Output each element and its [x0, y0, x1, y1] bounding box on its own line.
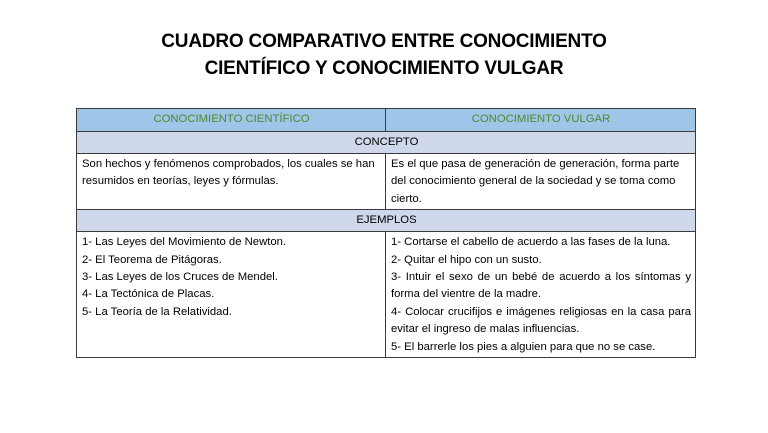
list-item: 5- La Teoría de la Relatividad.	[82, 305, 232, 318]
section-row-ejemplos	[77, 210, 696, 232]
list-item: 1- Cortarse el cabello de acuerdo a las fases de la luna.	[391, 236, 671, 249]
list-item: 2- Quitar el hipo con un susto.	[391, 253, 542, 266]
header-vulgar: CONOCIMIENTO VULGAR	[386, 109, 696, 132]
header-row	[77, 109, 696, 132]
section-label-concepto: CONCEPTO	[77, 132, 696, 154]
list-item: 4- Colocar crucifijos e imágenes religiosas en la casa para evitar el ingreso de malas influencias.	[391, 305, 691, 336]
title-line-1: CUADRO COMPARATIVO ENTRE CONOCIMIENTO	[161, 31, 607, 52]
list-item: 2- El Teorema de Pitágoras.	[82, 253, 222, 266]
section-row-concepto	[77, 132, 696, 154]
list-item: 5- El barrerle los pies a alguien para que no se case.	[391, 340, 656, 353]
comparison-table	[76, 108, 696, 358]
header-cientifico: CONOCIMIENTO CIENTÍFICO	[77, 109, 386, 132]
list-item: 3- Las Leyes de los Cruces de Mendel.	[82, 271, 278, 284]
title-line-2: CIENTÍFICO Y CONOCIMIENTO VULGAR	[204, 58, 564, 79]
list-item: 3- Intuir el sexo de un bebé de acuerdo a los síntomas y forma del vientre de la madre.	[391, 271, 691, 301]
cell-concepto-cientifico: Son hechos y fenómenos comprobados, los cuales se han resumidos en teorías, leyes y fórmulas.	[77, 154, 386, 210]
section-label-ejemplos: EJEMPLOS	[77, 210, 696, 232]
list-item: 1- Las Leyes del Movimiento de Newton.	[82, 236, 287, 249]
cell-ejemplos-vulgar	[386, 232, 696, 358]
table-row-concepto	[77, 154, 696, 210]
table-row-ejemplos	[77, 232, 696, 358]
cell-concepto-vulgar: Es el que pasa de generación de generación, forma parte del conocimiento general de la sociedad y se toma como cierto.	[386, 154, 696, 210]
document-title	[0, 28, 768, 82]
cell-ejemplos-cientifico	[77, 232, 386, 358]
list-item: 4- La Tectónica de Placas.	[82, 288, 215, 301]
